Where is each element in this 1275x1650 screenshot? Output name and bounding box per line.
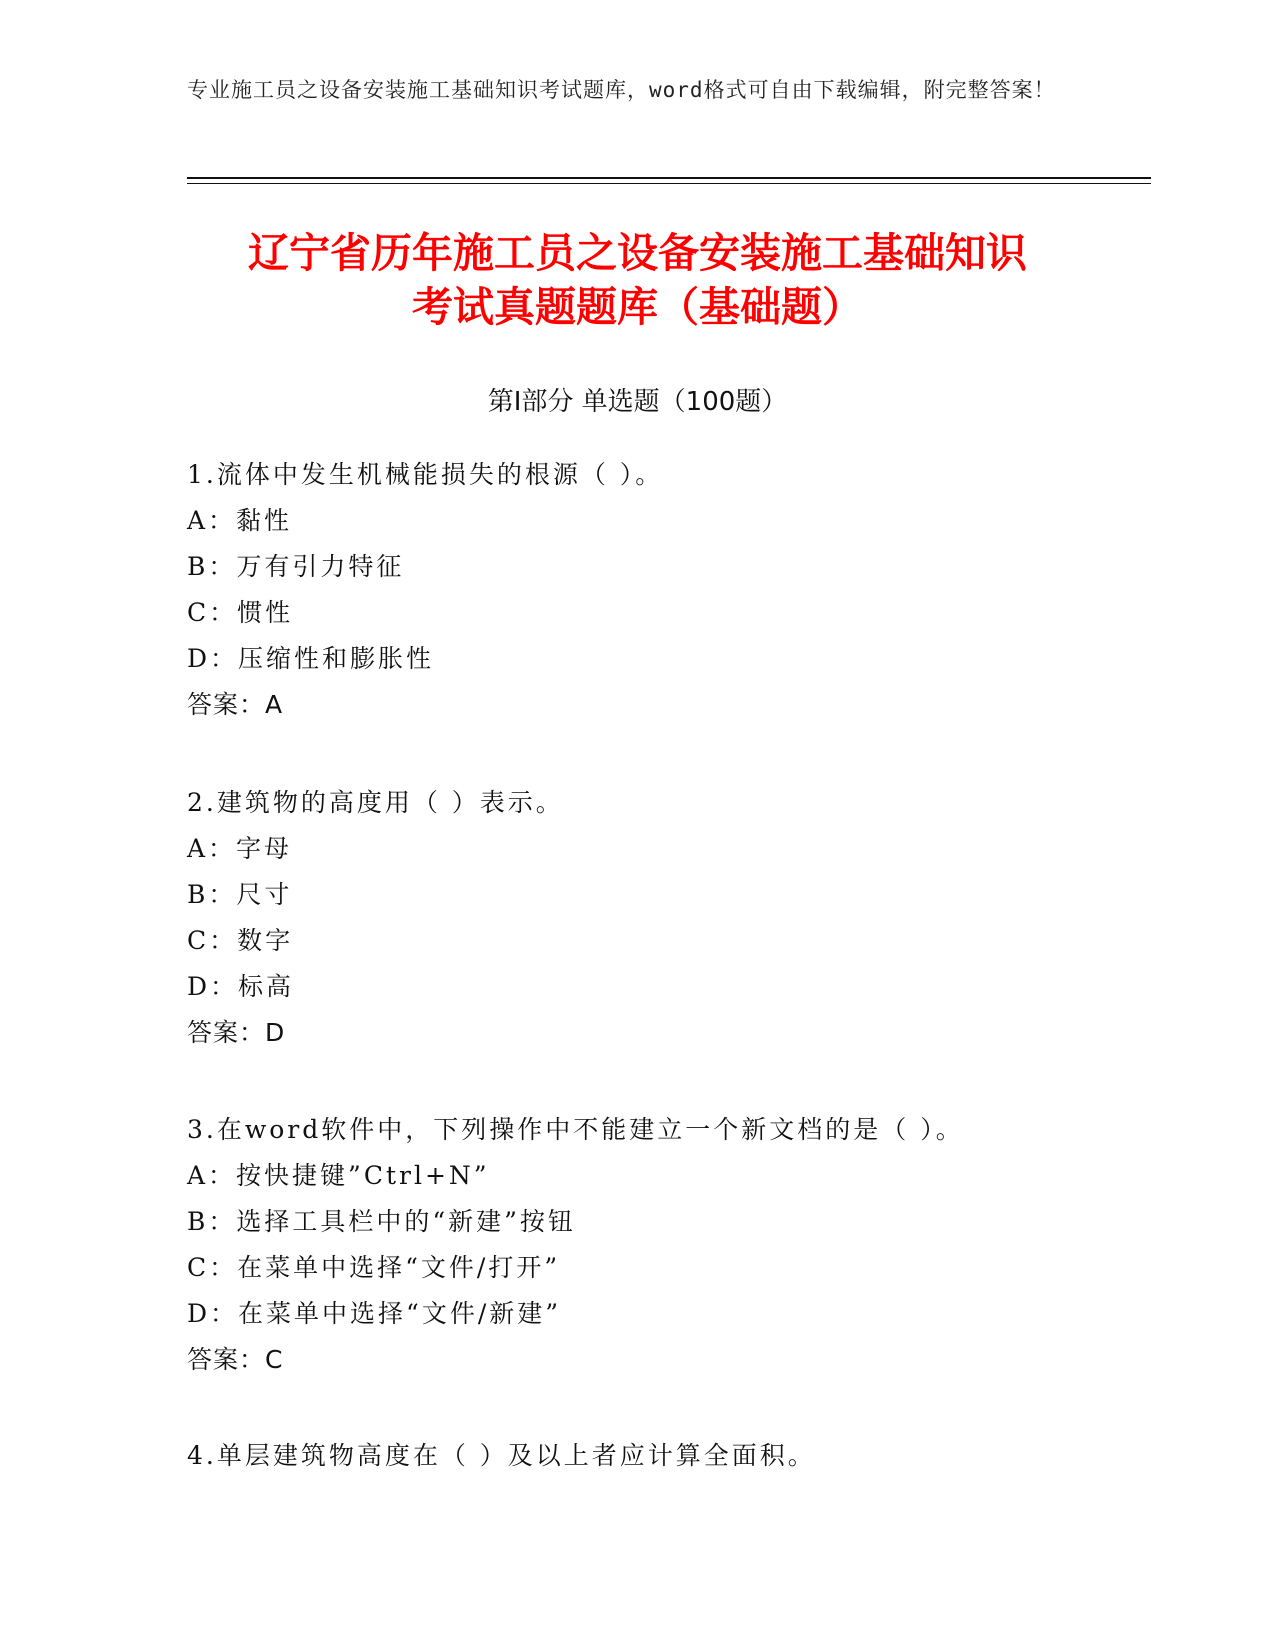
header-rule-thick — [187, 177, 1151, 179]
document-title — [150, 226, 1125, 334]
question-1 — [187, 452, 1147, 728]
option-c: C：惯性 — [187, 598, 294, 627]
header-rule-thin — [187, 183, 1151, 184]
section-heading: 第Ⅰ部分 单选题（100题） — [487, 387, 788, 417]
option-d: D：在菜单中选择“文件/新建” — [187, 1299, 562, 1328]
question-stem: 2.建筑物的高度用（ ）表示。 — [187, 788, 564, 817]
question-stem: 3.在word软件中，下列操作中不能建立一个新文档的是（ ）。 — [187, 1115, 964, 1144]
answer: 答案：D — [187, 1018, 286, 1047]
option-d: D：压缩性和膨胀性 — [187, 644, 435, 673]
option-a: A：字母 — [187, 834, 293, 863]
header-note: 专业施工员之设备安装施工基础知识考试题库，word格式可自由下载编辑，附完整答案！ — [187, 78, 1056, 102]
option-d: D：标高 — [187, 972, 295, 1001]
option-b: B：尺寸 — [187, 880, 293, 909]
option-c: C：数字 — [187, 926, 294, 955]
option-a: A：黏性 — [187, 506, 293, 535]
question-4 — [187, 1433, 1147, 1479]
answer: 答案：C — [187, 1345, 284, 1374]
option-c: C：在菜单中选择“文件/打开” — [187, 1253, 561, 1282]
document-title-line-1: 辽宁省历年施工员之设备安装施工基础知识 — [248, 229, 1027, 277]
option-b: B：万有引力特征 — [187, 552, 405, 581]
document-title-line-2: 考试真题题库（基础题） — [412, 283, 863, 331]
question-2 — [187, 780, 1147, 1056]
question-3 — [187, 1107, 1147, 1383]
option-b: B：选择工具栏中的“新建”按钮 — [187, 1207, 576, 1236]
question-stem: 1.流体中发生机械能损失的根源（ ）。 — [187, 460, 664, 489]
answer: 答案：A — [187, 690, 284, 719]
question-stem: 4.单层建筑物高度在（ ）及以上者应计算全面积。 — [187, 1441, 816, 1470]
option-a: A：按快捷键”Ctrl+N” — [187, 1161, 490, 1190]
